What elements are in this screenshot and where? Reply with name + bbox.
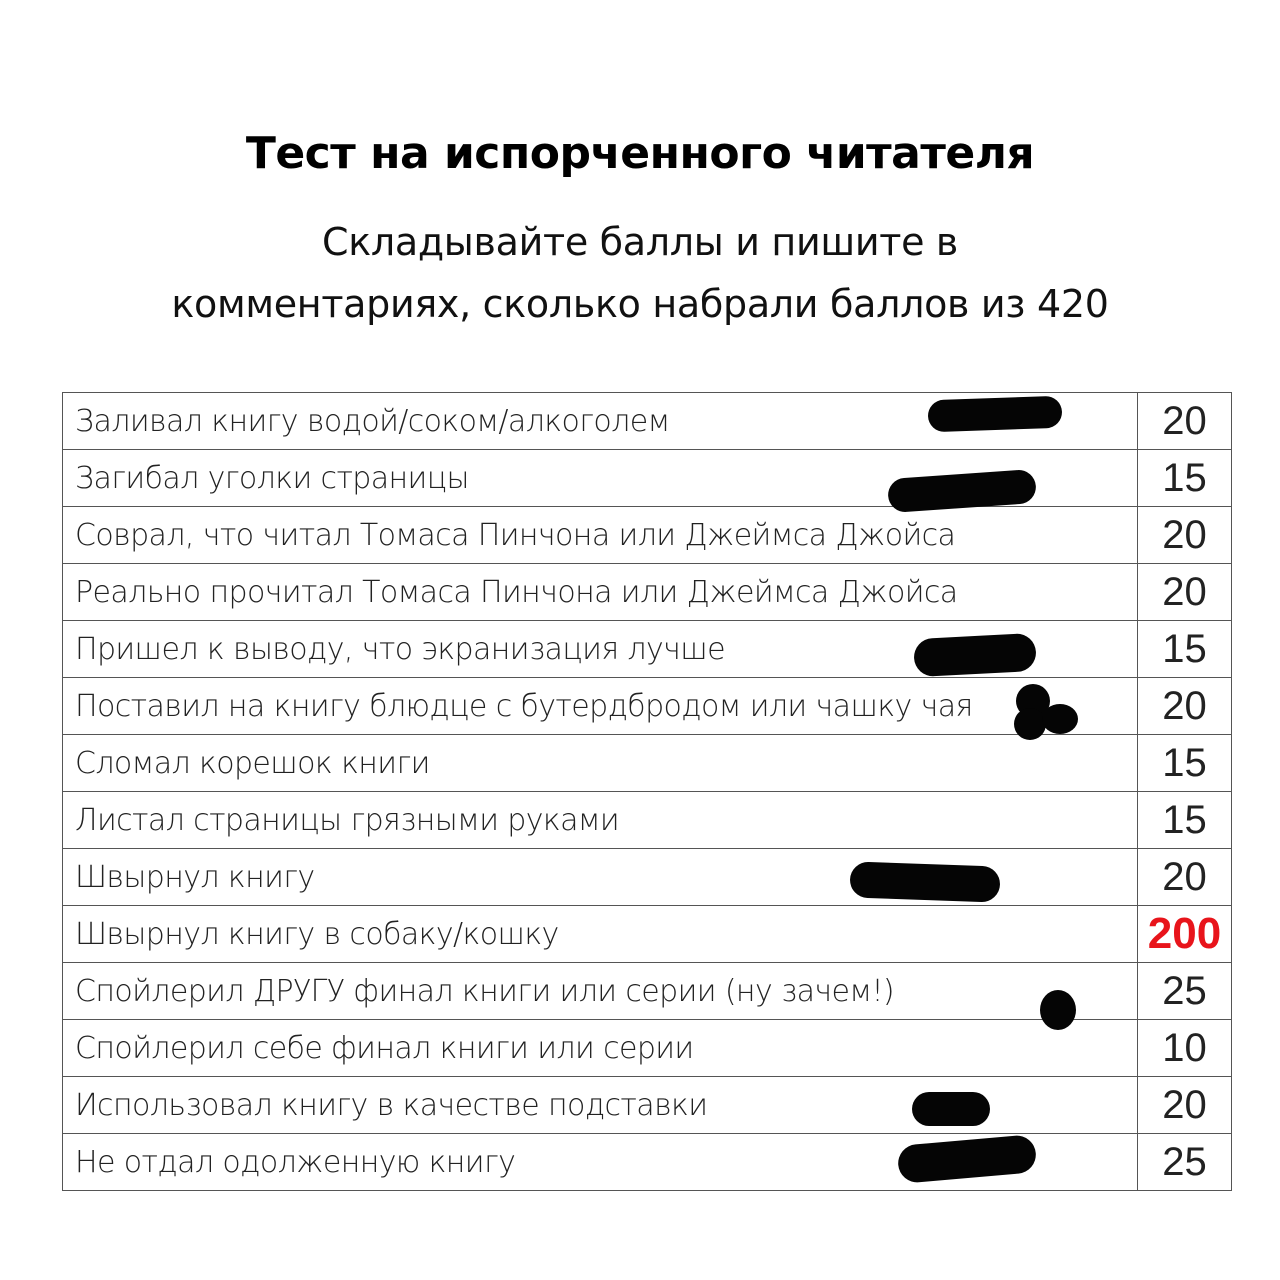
points-cell: 15 — [1138, 450, 1232, 507]
table-row — [63, 564, 1232, 621]
statement-text: Швырнул книгу в собаку/кошку — [75, 916, 559, 952]
subtitle-line-1: Складывайте баллы и пишите в — [321, 220, 959, 264]
table-row — [63, 1077, 1232, 1134]
marker-scribble — [913, 633, 1037, 677]
statement-text: Спойлерил ДРУГУ финал книги или серии (ну зачем!) — [75, 973, 894, 1009]
marker-scribble — [1040, 990, 1076, 1030]
statement-text: Сломал корешок книги — [75, 745, 430, 781]
points-cell: 20 — [1138, 678, 1232, 735]
statement-text: Не отдал одолженную книгу — [75, 1144, 516, 1180]
points-cell: 20 — [1138, 849, 1232, 906]
points-cell: 25 — [1138, 1134, 1232, 1191]
statement-cell — [63, 792, 1138, 849]
score-table — [62, 392, 1232, 1191]
statement-text: Поставил на книгу блюдце с бутердбродом или чашку чая — [75, 688, 973, 724]
statement-cell — [63, 906, 1138, 963]
points-cell-highlight: 200 — [1138, 906, 1232, 963]
table-row — [63, 735, 1232, 792]
statement-cell — [63, 963, 1138, 1020]
points-cell: 20 — [1138, 564, 1232, 621]
statement-text: Спойлерил себе финал книги или серии — [75, 1030, 694, 1066]
points-cell: 15 — [1138, 735, 1232, 792]
statement-text: Заливал книгу водой/соком/алкоголем — [75, 403, 670, 439]
marker-scribble — [1042, 704, 1078, 734]
table-row — [63, 906, 1232, 963]
statement-text: Загибал уголки страницы — [75, 460, 469, 496]
points-cell: 20 — [1138, 1077, 1232, 1134]
statement-text: Соврал, что читал Томаса Пинчона или Джеймса Джойса — [75, 517, 956, 553]
points-cell: 20 — [1138, 507, 1232, 564]
statement-text: Реально прочитал Томаса Пинчона или Джеймса Джойса — [75, 574, 958, 610]
page-title: Тест на испорченного читателя — [245, 128, 1035, 179]
marker-scribble — [927, 396, 1062, 433]
table-row — [63, 849, 1232, 906]
points-cell: 15 — [1138, 792, 1232, 849]
table-row — [63, 1134, 1232, 1191]
statement-cell — [63, 564, 1138, 621]
statement-text: Швырнул книгу — [75, 859, 315, 895]
statement-cell — [63, 678, 1138, 735]
points-cell: 25 — [1138, 963, 1232, 1020]
statement-cell — [63, 1020, 1138, 1077]
statement-cell — [63, 735, 1138, 792]
statement-text: Использовал книгу в качестве подставки — [75, 1087, 708, 1123]
table-row — [63, 450, 1232, 507]
subtitle-line-2: комментариях, сколько набрали баллов из 420 — [171, 282, 1109, 326]
statement-cell — [63, 507, 1138, 564]
marker-scribble — [1014, 708, 1046, 740]
marker-scribble — [912, 1092, 990, 1126]
points-cell: 20 — [1138, 393, 1232, 450]
table-row — [63, 621, 1232, 678]
points-cell: 15 — [1138, 621, 1232, 678]
marker-scribble — [849, 861, 1000, 902]
statement-text: Листал страницы грязными руками — [75, 802, 620, 838]
table-row — [63, 792, 1232, 849]
statement-text: Пришел к выводу, что экранизация лучше — [75, 631, 726, 667]
table-row — [63, 507, 1232, 564]
points-cell: 10 — [1138, 1020, 1232, 1077]
